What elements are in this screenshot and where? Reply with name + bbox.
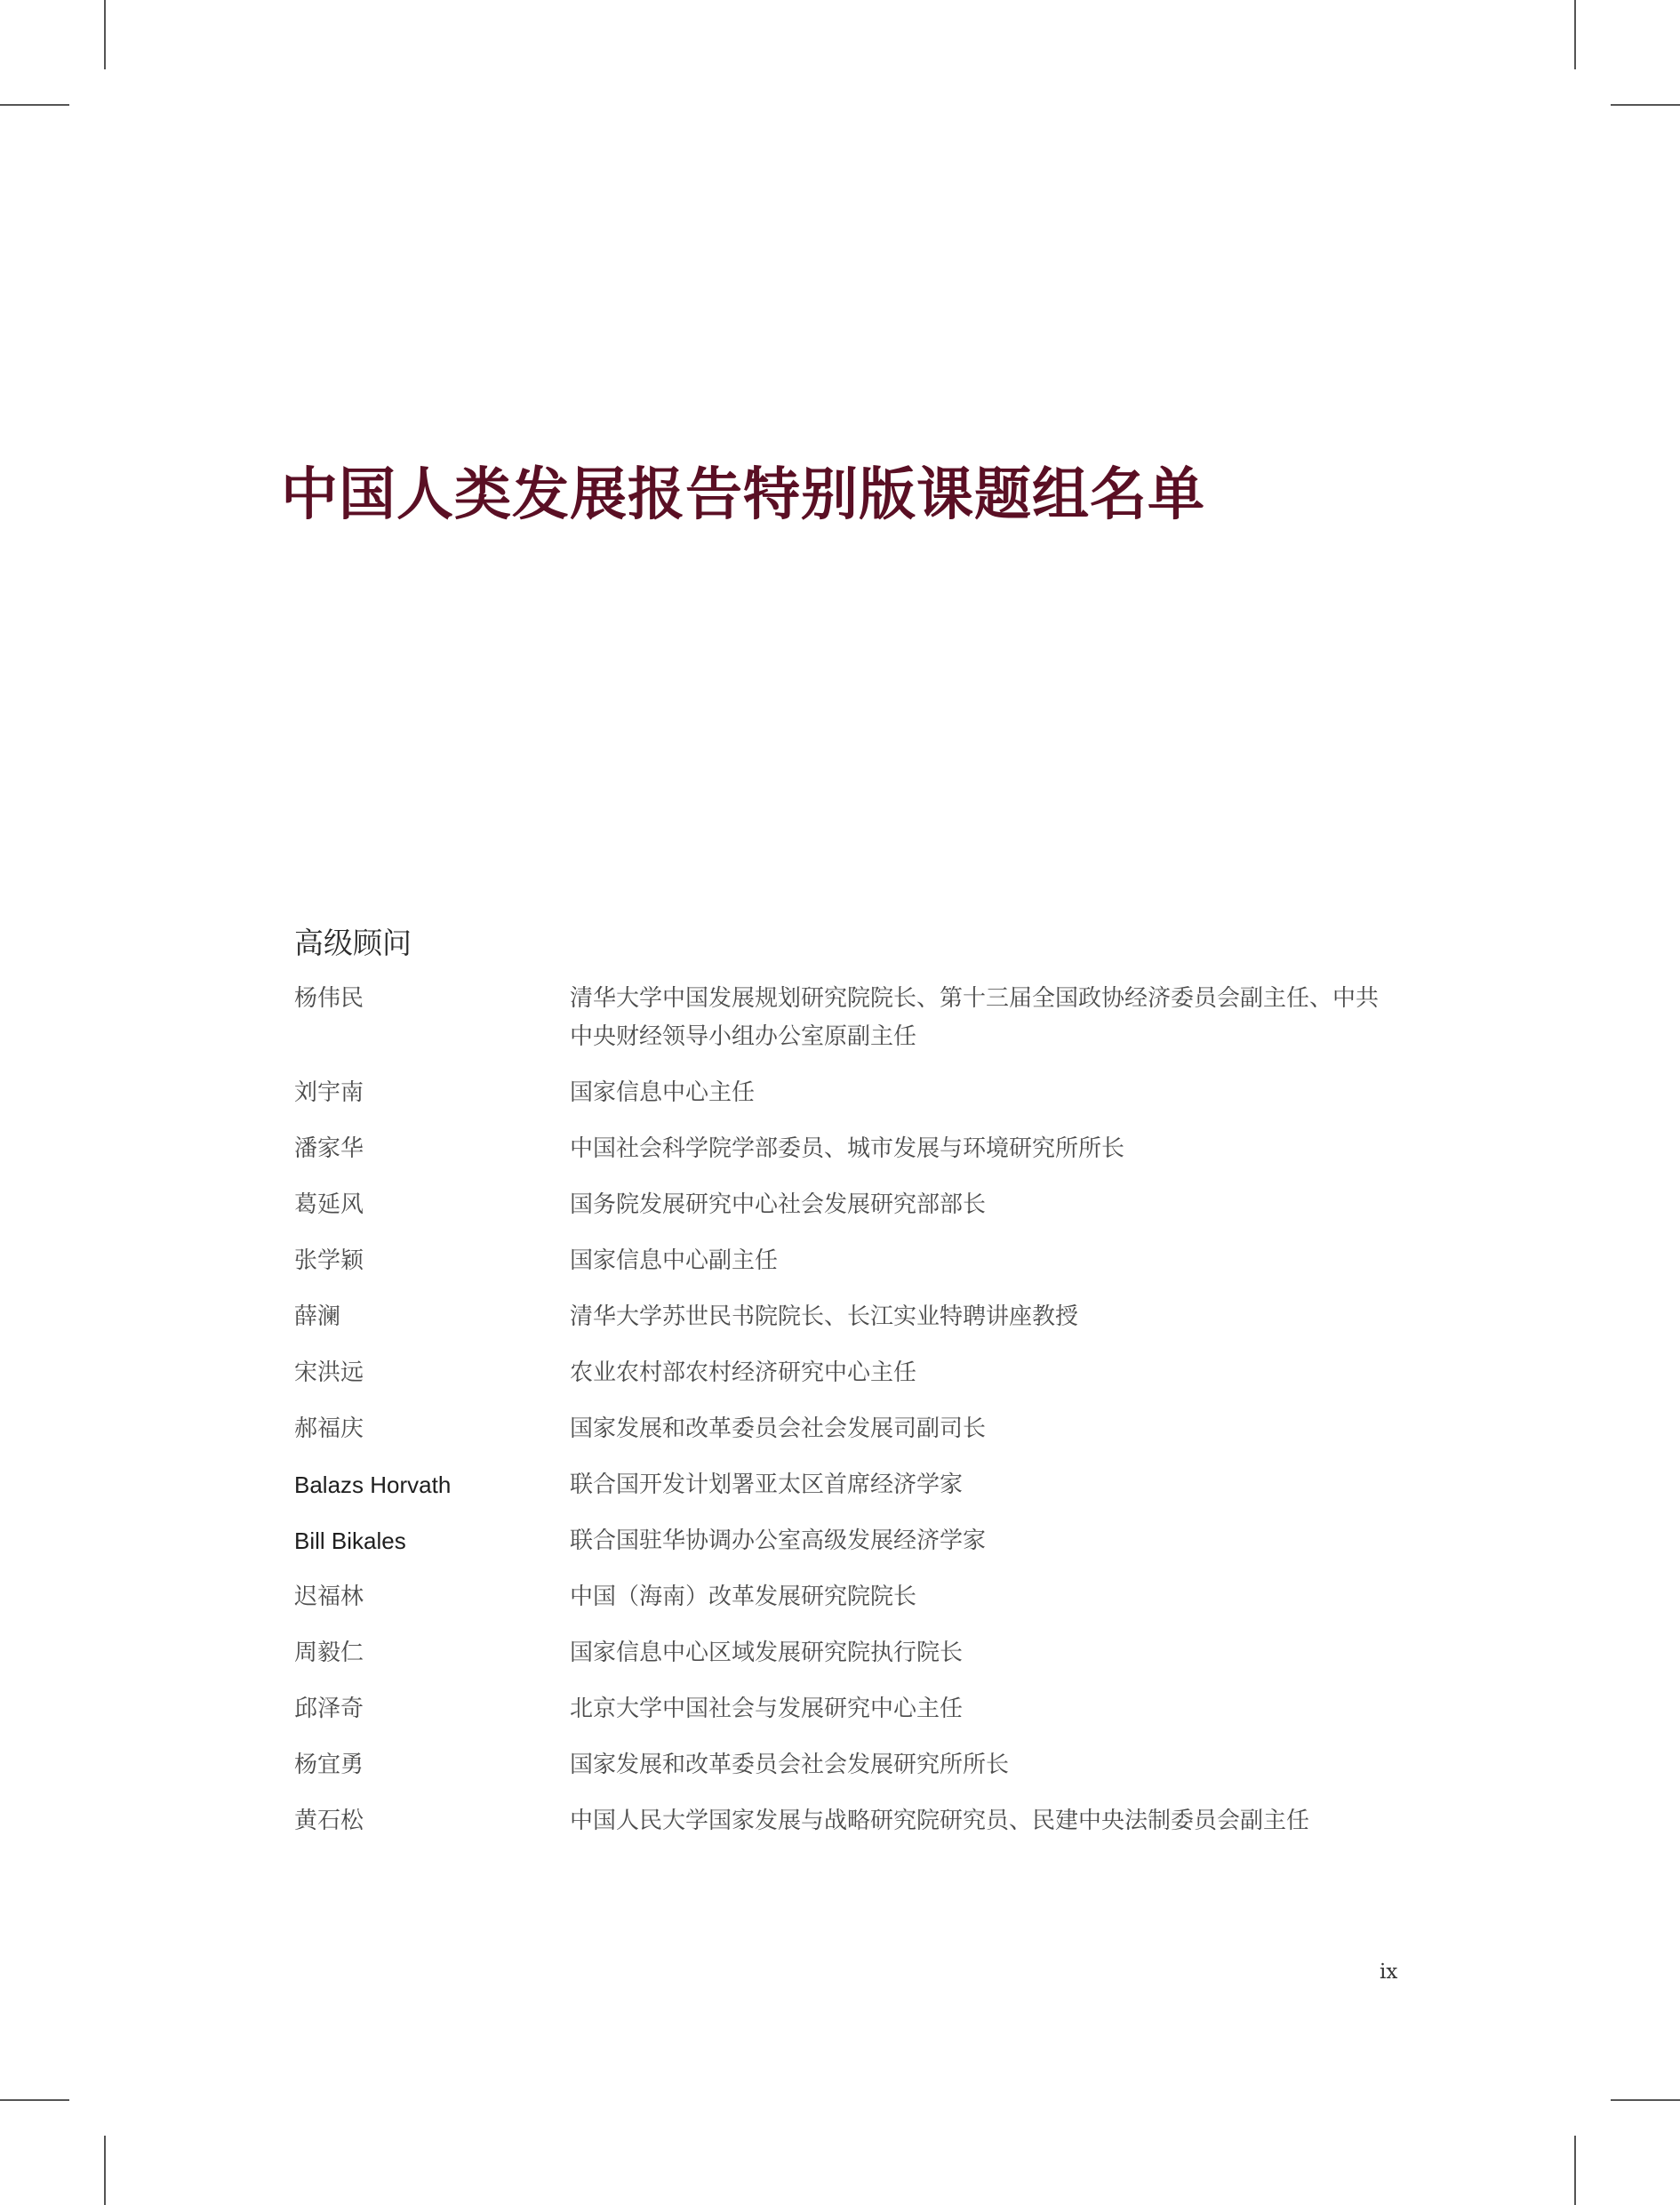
member-name: 杨伟民 (294, 985, 364, 1012)
member-role: 国务院发展研究中心社会发展研究部部长 (570, 1191, 987, 1218)
list-item (294, 980, 1423, 1056)
list-item (294, 1690, 1423, 1728)
member-role: 国家信息中心副主任 (570, 1247, 779, 1274)
list-item (294, 1074, 1423, 1112)
member-role: 中国社会科学院学部委员、城市发展与环境研究所所长 (570, 1135, 1125, 1162)
list-item (294, 1298, 1423, 1336)
member-list (294, 980, 1423, 1858)
list-item (294, 1522, 1423, 1560)
crop-mark-bottom-left-horizontal (0, 2099, 69, 2101)
member-role: 北京大学中国社会与发展研究中心主任 (570, 1696, 964, 1722)
list-item (294, 1802, 1423, 1840)
member-role: 国家信息中心区域发展研究院执行院长 (570, 1640, 964, 1666)
member-name: 宋洪远 (294, 1359, 364, 1386)
member-name: 张学颖 (294, 1247, 364, 1274)
crop-mark-top-right-horizontal (1611, 104, 1680, 106)
list-item (294, 1746, 1423, 1784)
member-role: 中国（海南）改革发展研究院院长 (570, 1584, 917, 1610)
list-item (294, 1578, 1423, 1616)
member-name: 刘宇南 (294, 1079, 364, 1106)
member-name: 邱泽奇 (294, 1696, 364, 1722)
member-role: 清华大学苏世民书院院长、长江实业特聘讲座教授 (570, 1303, 1079, 1330)
member-role: 农业农村部农村经济研究中心主任 (570, 1359, 917, 1386)
member-role: 国家信息中心主任 (570, 1079, 756, 1106)
member-name: 黄石松 (294, 1808, 364, 1834)
member-name: 潘家华 (294, 1135, 364, 1162)
member-role: 国家发展和改革委员会社会发展司副司长 (570, 1415, 987, 1442)
crop-mark-bottom-right-vertical (1574, 2136, 1576, 2205)
member-name: 迟福林 (294, 1584, 364, 1610)
list-item (294, 1354, 1423, 1392)
member-role: 联合国开发计划署亚太区首席经济学家 (570, 1471, 964, 1498)
member-name: 周毅仁 (294, 1640, 364, 1666)
list-item (294, 1466, 1423, 1504)
crop-mark-bottom-left-vertical (104, 2136, 106, 2205)
member-name: Bill Bikales (294, 1527, 406, 1554)
section-heading: 高级顾问 (294, 926, 412, 960)
member-name: 郝福庆 (294, 1415, 364, 1442)
page-number: ix (1380, 1960, 1398, 1984)
crop-mark-top-left-horizontal (0, 104, 69, 106)
list-item (294, 1242, 1423, 1280)
member-role: 清华大学中国发展规划研究院院长、第十三届全国政协经济委员会副主任、中共中央财经领导小组办公室原副主任 (570, 985, 1380, 1050)
member-name: Balazs Horvath (294, 1471, 452, 1498)
member-name: 薛澜 (294, 1303, 341, 1330)
crop-mark-bottom-right-horizontal (1611, 2099, 1680, 2101)
list-item (294, 1634, 1423, 1672)
member-role: 国家发展和改革委员会社会发展研究所所长 (570, 1752, 1010, 1778)
crop-mark-top-left-vertical (104, 0, 106, 69)
member-name: 葛延风 (294, 1191, 364, 1218)
list-item (294, 1410, 1423, 1448)
page-title: 中国人类发展报告特别版课题组名单 (281, 461, 1205, 528)
member-name: 杨宜勇 (294, 1752, 364, 1778)
member-role: 中国人民大学国家发展与战略研究院研究员、民建中央法制委员会副主任 (570, 1808, 1310, 1834)
list-item (294, 1130, 1423, 1168)
member-role: 联合国驻华协调办公室高级发展经济学家 (570, 1527, 987, 1554)
crop-mark-top-right-vertical (1574, 0, 1576, 69)
list-item (294, 1186, 1423, 1224)
